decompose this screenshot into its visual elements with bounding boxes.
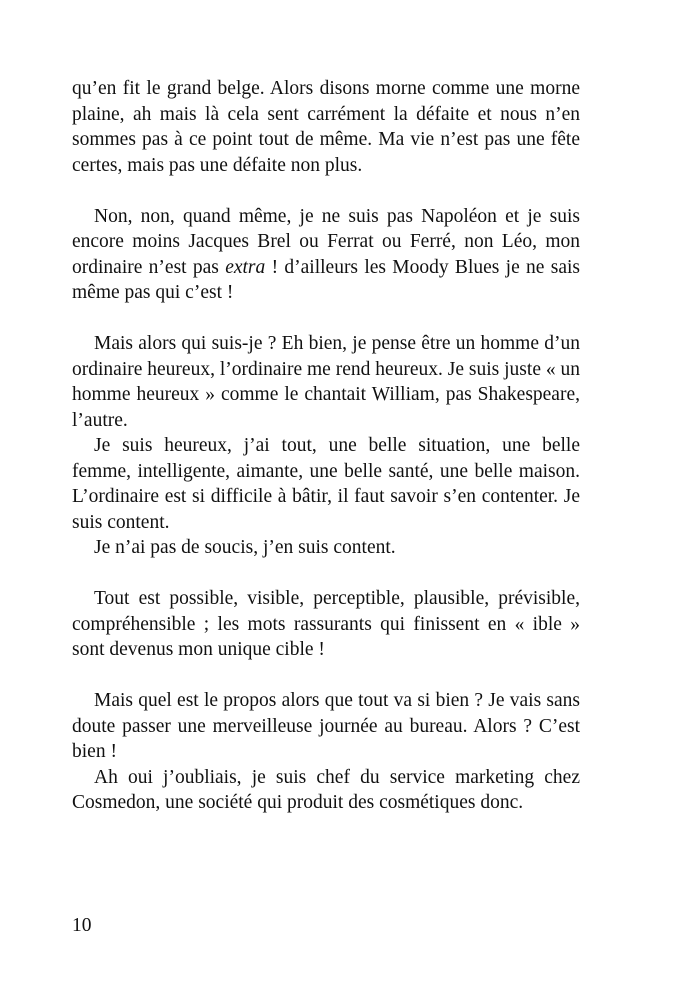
body-text bbox=[72, 76, 580, 816]
paragraph-7: Mais quel est le propos alors que tout va si bien ? Je vais sans doute passer une merveilleuse journée au bureau. Alors ? C’est bien ! bbox=[72, 690, 580, 762]
italic-word: extra bbox=[225, 256, 266, 278]
paragraph-5: Je n’ai pas de soucis, j’en suis content. bbox=[94, 537, 396, 558]
paragraph-8: Ah oui j’oubliais, je suis chef du service marketing chez Cosmedon, une société qui produit des cosmétiques donc. bbox=[72, 766, 580, 813]
paragraph-3: Mais alors qui suis-je ? Eh bien, je pense être un homme d’un ordinaire heureux, l’ordinaire me rend heureux. Je suis juste « un homme heureux » comme le chantait William, pas Shakespeare, l’autre. bbox=[72, 333, 580, 431]
paragraph-1: qu’en fit le grand belge. Alors disons morne comme une morne plaine, ah mais là cela sent carrément la défaite et nous n’en sommes pas à ce point tout de même. Ma vie n’est pas une fête certes, mais pas une défaite non plus. bbox=[72, 78, 580, 176]
paragraph-6: Tout est possible, visible, perceptible, plausible, prévisible, compréhensible ; les mots rassurants qui finissent en « ible » sont devenus mon unique cible ! bbox=[72, 588, 580, 660]
paragraph-4: Je suis heureux, j’ai tout, une belle situation, une belle femme, intelligente, aimante, une belle santé, une belle maison. L’ordinaire est si difficile à bâtir, il faut savoir s’en contenter. Je suis content. bbox=[72, 435, 580, 533]
page-number: 10 bbox=[72, 915, 92, 936]
paragraph-2: Non, non, quand même, je ne suis pas Napoléon et je suis encore moins Jacques Brel ou Ferrat ou Ferré, non Léo, mon ordinaire n’est pas extra ! d’ailleurs les Moody Blues je ne sais même pas qui c’est ! bbox=[72, 205, 580, 303]
